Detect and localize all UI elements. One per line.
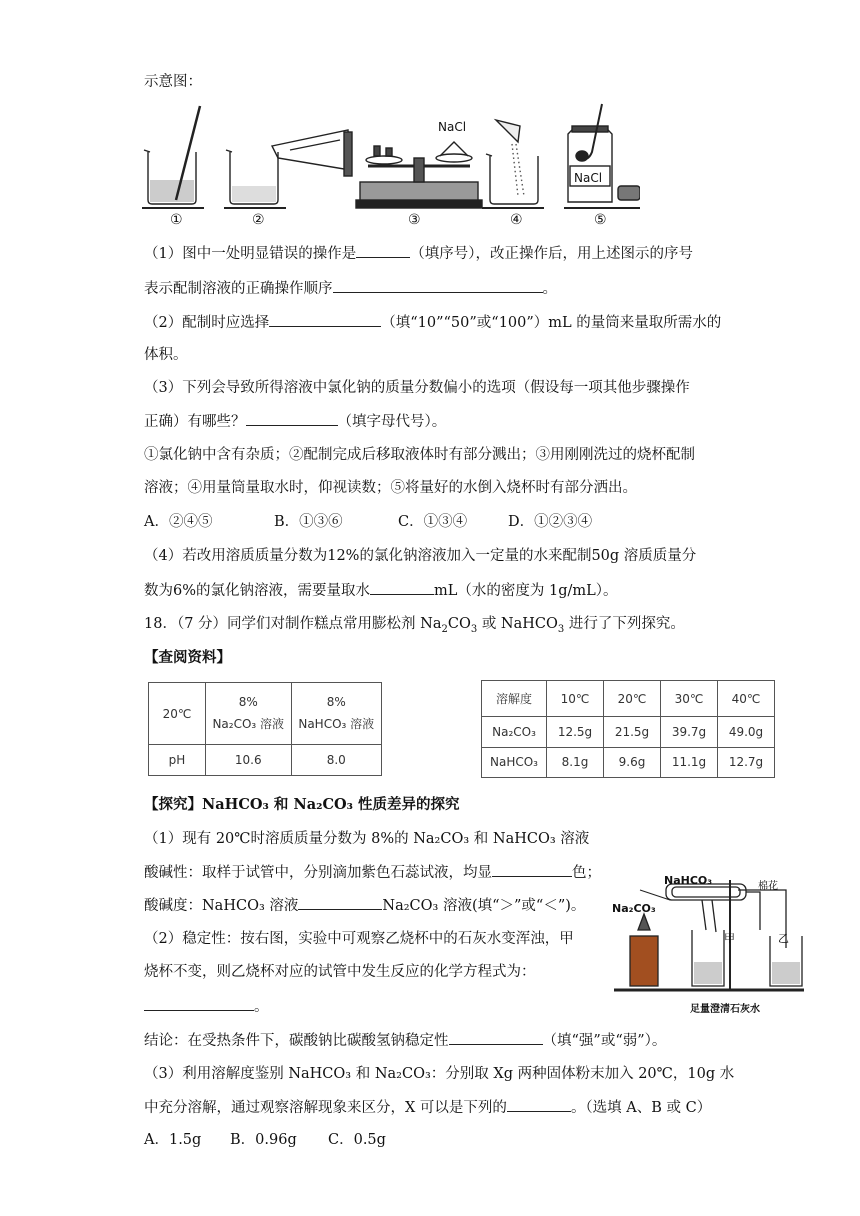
- q18-s1-line1: （1）现有 20℃时溶质质量分数为 8%的 Na₂CO₃ 和 NaHCO₃ 溶液: [144, 831, 590, 847]
- solubility-row1-cell: 49.0g: [718, 717, 775, 747]
- q18-conclusion: 结论：在受热条件下，碳酸钠比碳酸氢钠稳定性 （填“强”或“弱”）。: [144, 1030, 666, 1051]
- q18-s1-line3: 酸碱度：NaHCO₃ 溶液 Na₂CO₃ 溶液(填“＞”或“＜”)。: [144, 895, 585, 916]
- answer-blank-9[interactable]: [449, 1030, 543, 1045]
- figure-number-5: ⑤: [594, 212, 607, 228]
- q18-s3-line2: 中充分溶解，通过观察溶解现象来区分，X 可以是下列的 。（选填 A、B 或 C）: [144, 1097, 711, 1118]
- q18-options: [144, 1130, 386, 1150]
- option-a[interactable]: A．②④⑤: [144, 514, 213, 530]
- q18-s2-line1: （2）稳定性：按右图，实验中可观察乙烧杯中的石灰水变浑浊，甲: [144, 931, 574, 947]
- solubility-header-0: 溶解度: [482, 681, 547, 717]
- q17-options: [144, 512, 592, 532]
- figure-number-1: ①: [170, 212, 183, 228]
- q17-part1-line2: 表示配制溶液的正确操作顺序 。: [144, 278, 557, 299]
- option-c[interactable]: C．①③④: [398, 514, 468, 530]
- solubility-row2-cell: 8.1g: [547, 747, 604, 777]
- q17-part3-line3: ①氯化钠中含有杂质；②配制完成后移取液体时有部分溅出；③用刚刚洗过的烧杯配制: [144, 447, 695, 463]
- ph-table-corner: 20℃: [149, 683, 206, 745]
- q18-s2-line2: 烧杯不变，则乙烧杯对应的试管中发生反应的化学方程式为：: [144, 964, 536, 980]
- q18-s1-line2: 酸碱性：取样于试管中，分别滴加紫色石蕊试液，均显 色；: [144, 862, 601, 883]
- solubility-row1-cell: 12.5g: [547, 717, 604, 747]
- apparatus-label-jia: 甲: [724, 932, 735, 945]
- section-lookup-title: 【查阅资料】: [144, 649, 231, 666]
- option-b[interactable]: B．①③⑥: [274, 514, 343, 530]
- q17-part3-line2: 正确）有哪些？ （填字母代号）。: [144, 411, 446, 432]
- answer-blank-3[interactable]: [269, 312, 381, 327]
- bottle-nacl-label: NaCl: [574, 171, 603, 185]
- q18-s2-line3: 。: [144, 996, 269, 1017]
- option-b[interactable]: B．0.96g: [230, 1132, 297, 1148]
- figure-number-2: ②: [252, 212, 265, 228]
- solubility-header-3: 30℃: [661, 681, 718, 717]
- q17-part2-line2: 体积。: [144, 347, 188, 363]
- answer-blank-1[interactable]: [356, 243, 410, 258]
- answer-blank-2[interactable]: [333, 278, 543, 293]
- answer-blank-4[interactable]: [246, 411, 338, 426]
- solubility-row2-cell: 12.7g: [718, 747, 775, 777]
- solubility-row2-cell: 11.1g: [661, 747, 718, 777]
- answer-blank-5[interactable]: [370, 580, 434, 595]
- q17-part4-line2: 数为6%的氯化钠溶液，需要量取水 mL（水的密度为 1g/mL）。: [144, 580, 618, 601]
- solubility-header-1: 10℃: [547, 681, 604, 717]
- apparatus-label-na2co3: Na₂CO₃: [612, 902, 656, 915]
- answer-blank-10[interactable]: [507, 1097, 571, 1112]
- q17-part2-line1: （2）配制时应选择 （填“10”“50”或“100”）mL 的量筒来量取所需水的: [144, 312, 721, 333]
- section-explore-title: 【探究】NaHCO₃ 和 Na₂CO₃ 性质差异的探究: [144, 796, 460, 813]
- beaker-stirring-icon: [142, 106, 204, 208]
- intro-label: 示意图：: [144, 74, 202, 90]
- solubility-table: [481, 680, 775, 778]
- solubility-row2-label: NaHCO₃: [482, 747, 547, 777]
- q17-part3-line4: 溶液；④用量筒量取水时，仰视读数；⑤将量好的水倒入烧杯时有部分洒出。: [144, 480, 637, 496]
- lab-operations-figure: [140, 100, 640, 210]
- solubility-row1-cell: 39.7g: [661, 717, 718, 747]
- balance-scale-icon: [356, 142, 482, 208]
- balance-nacl-label: NaCl: [438, 120, 467, 134]
- figure-number-3: ③: [408, 212, 421, 228]
- figure-number-4: ④: [510, 212, 523, 228]
- ph-table-col1-header: 8% Na₂CO₃ 溶液: [206, 683, 292, 745]
- ph-table: [148, 682, 382, 776]
- reagent-bottle-icon: [564, 104, 640, 208]
- adding-solid-icon: [482, 120, 544, 208]
- ph-table-value-2: 8.0: [291, 745, 382, 776]
- q18-s3-line1: （3）利用溶解度鉴别 NaHCO₃ 和 Na₂CO₃：分别取 Xg 两种固体粉末加入 20℃，10g 水: [144, 1066, 735, 1082]
- q17-part1-line1: （1）图中一处明显错误的操作是 （填序号），改正操作后，用上述图示的序号: [144, 243, 693, 264]
- option-c[interactable]: C．0.5g: [328, 1132, 386, 1148]
- option-a[interactable]: A．1.5g: [144, 1132, 202, 1148]
- ph-table-col2-header: 8% NaHCO₃ 溶液: [291, 683, 382, 745]
- ph-table-value-1: 10.6: [206, 745, 292, 776]
- ph-table-row-label: pH: [149, 745, 206, 776]
- apparatus-label-nahco3: NaHCO₃: [664, 874, 713, 887]
- q17-part3-line1: （3）下列会导致所得溶液中氯化钠的质量分数偏小的选项（假设每一项其他步骤操作: [144, 380, 690, 396]
- solubility-row1-cell: 21.5g: [604, 717, 661, 747]
- apparatus-label-cotton: 棉花: [758, 881, 778, 892]
- answer-blank-8[interactable]: [144, 996, 254, 1011]
- solubility-header-4: 40℃: [718, 681, 775, 717]
- option-d[interactable]: D．①②③④: [508, 514, 593, 530]
- solubility-header-2: 20℃: [604, 681, 661, 717]
- answer-blank-7[interactable]: [298, 895, 382, 910]
- answer-blank-6[interactable]: [492, 862, 572, 877]
- q17-part4-line1: （4）若改用溶质质量分数为12%的氯化钠溶液加入一定量的水来配制50g 溶质质量分: [144, 548, 697, 564]
- q18-header: 18．（7 分）同学们对制作糕点常用膨松剂 $Na_2CO_3$ 或 NaHCO$_3$ 进行了下列探究。: [144, 616, 685, 635]
- solubility-row1-label: Na₂CO₃: [482, 717, 547, 747]
- solubility-row2-cell: 9.6g: [604, 747, 661, 777]
- apparatus-label-yi: 乙: [778, 932, 789, 945]
- pouring-cylinder-icon: [224, 130, 352, 208]
- apparatus-label-bottom: 足量澄清石灰水: [690, 1004, 760, 1015]
